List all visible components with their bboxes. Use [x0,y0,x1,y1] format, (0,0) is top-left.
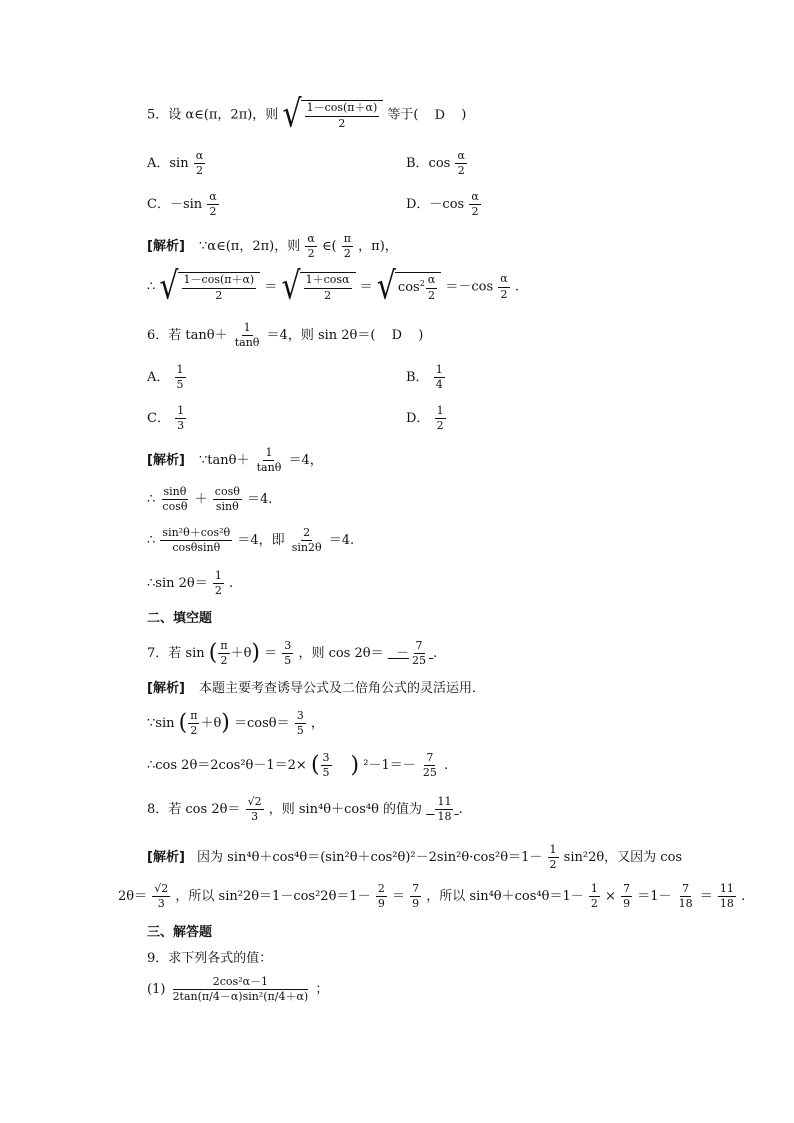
q7-solution-2: ∵sin ( $\frac{\pi}{2}$ ＋θ) ＝cosθ＝ $\frac{3}{5}$ ， [147,709,324,738]
q5-solution-1: [解析] ∵α∈(π，2π)，则 $\frac{\alpha}{2}$ ∈( $\frac{\pi}{2}$ ，π)， [147,232,398,261]
q6-option-a: A． $\frac{1}{5}$ [147,363,184,392]
q5-option-d: D．－cos $\frac{\alpha}{2}$ [406,190,479,219]
q6-solution-4: ∴sin 2θ＝ $\frac{1}{2}$ . [147,569,234,598]
solution-tag: [解析] [147,850,185,866]
q6-solution-2: ∴ $\frac{\sin\theta}{\cos\theta}$ ＋ $\frac{\cos\theta}{\sin\theta}$ ＝4. [147,485,273,514]
q6-option-b: B． $\frac{1}{4}$ [406,363,443,392]
section-fill-in-heading: 二、填空题 [147,611,213,626]
q6-option-c: C． $\frac{1}{3}$ [147,404,185,433]
solution-tag: [解析] [147,239,185,255]
q5-stem: 5．设 α∈(π，2π)，则 √ $\frac{1-\cos(\pi+\alpha)}{2}$ 等于( D ) [147,92,467,137]
q6-stem: 6．若 tanθ＋ $\frac{1}{\tan\theta}$ ＝4，则 sin 2θ＝( D ) [147,321,424,350]
q5-solution-2: ∴ √ $\frac{1-\cos(\pi+\alpha)}{2}$ ＝ √ $\frac{1+\cos\alpha}{2}$ ＝ √ $\cos^2$ $\frac{\alpha}{2}$ ＝－cos $\frac{\alpha}{2}$ . [147,264,520,309]
q5-radical: √ $\frac{1-\cos(\pi+\alpha)}{2}$ [282,100,383,130]
q9-stem: 9．求下列各式的值： [147,951,273,966]
q6-option-d: D． $\frac{1}{2}$ [406,404,444,433]
q8-solution-2: 2θ＝ $\frac{√2}{3}$ ，所以 sin²2θ＝1－cos²2θ＝1－ $\frac{2}{9}$ ＝ $\frac{7}{9}$ ，所以 sin⁴θ＋cos⁴θ＝1－ $\frac{1}{2}$ × $\frac{7}{9}$ ＝1－ $\frac{7}{18}$ ＝ $\frac{11}{18}$ . [118,882,746,911]
q5-answer: D [434,107,446,123]
solution-tag: [解析] [147,681,185,696]
section-answer-heading: 三、解答题 [147,925,213,940]
q8-stem: 8．若 cos 2θ＝ $\frac{√2}{3}$ ，则 sin⁴θ＋cos⁴θ 的值为 $\frac{11}{18}$ . [147,795,463,824]
q7-solution-1: [解析] 本题主要考查诱导公式及二倍角公式的灵活运用． [147,681,486,696]
q7-solution-3: ∴cos 2θ＝2cos²θ－1＝2× ( $\frac{3}{5}$ ) ²－1＝－ $\frac{7}{25}$ . [147,751,449,780]
q5-option-a: A．sin $\frac{\alpha}{2}$ [147,149,204,178]
q5-option-c: C．－sin $\frac{\alpha}{2}$ [147,190,217,219]
q5-option-b: B．cos $\frac{\alpha}{2}$ [406,149,465,178]
q9-part-1: (1) $\frac{\text{2cos²α－1}}{\text{2tan(π/4－α)sin²(π/4＋α)}}$ ； [147,975,329,1004]
q8-answer: $\frac{11}{18}$ [437,795,452,824]
solution-tag: [解析] [147,453,185,469]
q6-solution-3: ∴ $\frac{\text{sin²θ＋cos²θ}}{\cos\theta\sin\theta}$ ＝4，即 $\frac{2}{\sin 2\theta}$ ＝4. [147,526,355,555]
q7-answer: － $\frac{7}{25}$ [396,639,427,668]
q8-solution-1: [解析] 因为 sin⁴θ＋cos⁴θ＝(sin²θ＋cos²θ)²－2sin²θ·cos²θ＝1－ $\frac{1}{2}$ sin²2θ，又因为 cos [147,843,683,872]
q6-solution-1: [解析] ∵tanθ＋ $\frac{1}{\tan\theta}$ ＝4， [147,446,323,475]
q6-answer: D [391,328,403,344]
q7-stem: 7．若 sin ( $\frac{\pi}{2}$ ＋θ) ＝ $\frac{3}{5}$ ，则 cos 2θ＝ － $\frac{7}{25}$ . [147,639,438,668]
